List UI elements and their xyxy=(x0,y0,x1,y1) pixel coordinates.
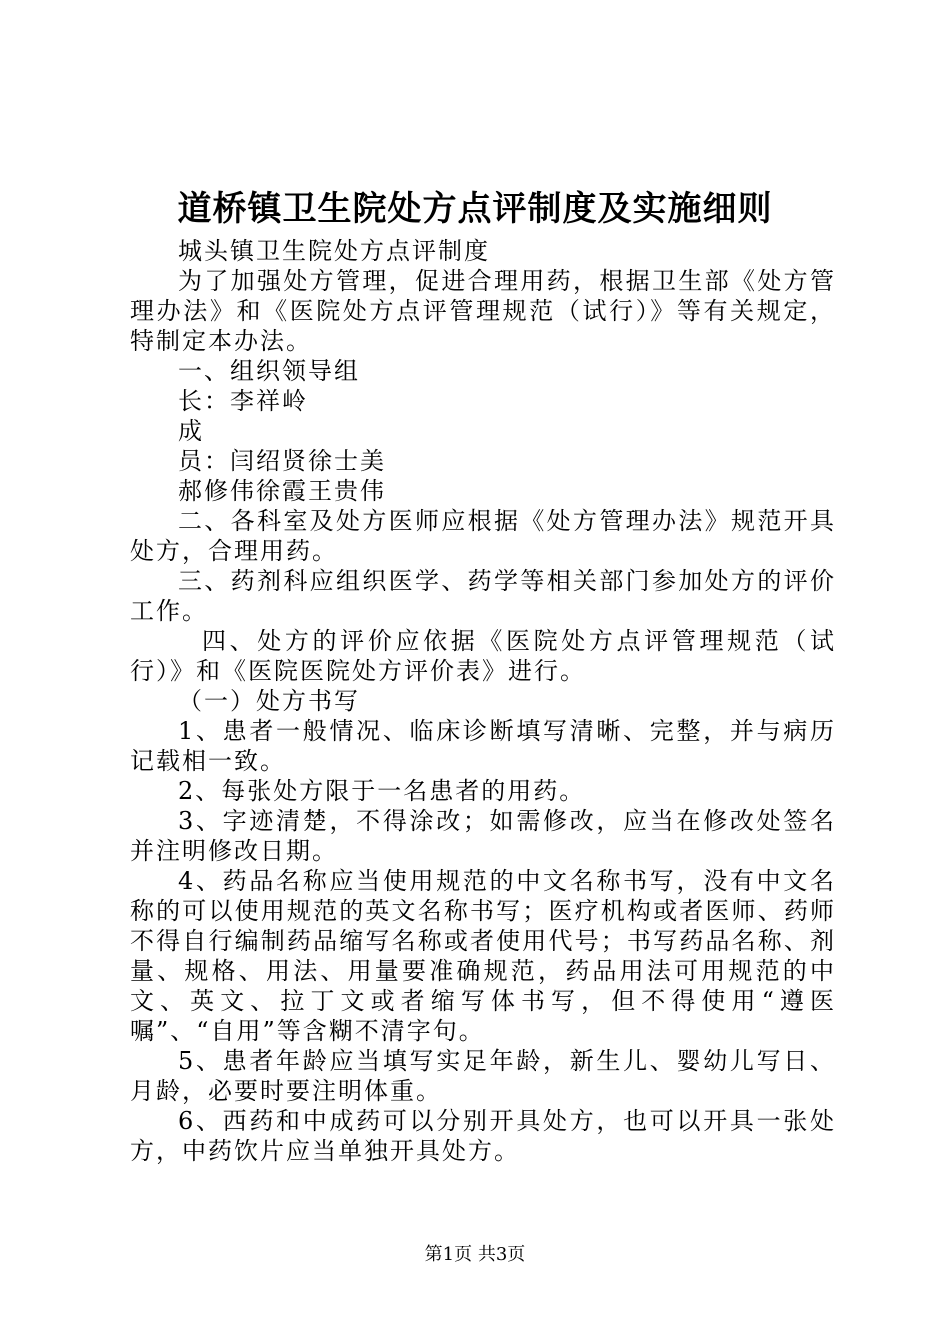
paragraph-item-6: 6、西药和中成药可以分别开具处方，也可以开具一张处方，中药饮片应当单独开具处方。 xyxy=(130,1107,836,1165)
paragraph-intro: 为了加强处方管理，促进合理用药，根据卫生部《处方管理办法》和《医院处方点评管理规范（试行）》等有关规定，特制定本办法。 xyxy=(130,267,836,355)
paragraph-member-label: 成 xyxy=(178,417,204,445)
page-footer: 第1页 共3页 xyxy=(424,1244,526,1265)
paragraph-item-4: 4、药品名称应当使用规范的中文名称书写，没有中文名称的可以使用规范的英文名称书写；医疗机构或者医师、药师不得自行编制药品缩写名称或者使用代号；书写药品名称、剂量、规格、用法、用量要准确规范，药品用法可用规范的中文、英文、拉丁文或者缩写体书写，但不得使用“遵医嘱”、“自用”等含糊不清字句。 xyxy=(130,867,836,1045)
paragraph-section-2: 二、各科室及处方医师应根据《处方管理办法》规范开具处方，合理用药。 xyxy=(130,507,836,565)
paragraph-item-2: 2、每张处方限于一名患者的用药。 xyxy=(178,777,586,805)
paragraph-members-1: 员：闫绍贤徐士美 xyxy=(178,447,386,475)
paragraph-item-3: 3、字迹清楚，不得涂改；如需修改，应当在修改处签名并注明修改日期。 xyxy=(130,807,836,865)
document-body xyxy=(130,236,836,1166)
paragraph-leader: 长：李祥岭 xyxy=(178,387,308,415)
paragraph-subtitle: 城头镇卫生院处方点评制度 xyxy=(178,237,490,265)
paragraph-section-3: 三、药剂科应组织医学、药学等相关部门参加处方的评价工作。 xyxy=(130,567,836,625)
paragraph-item-5: 5、患者年龄应当填写实足年龄，新生儿、婴幼儿写日、月龄，必要时要注明体重。 xyxy=(130,1047,836,1105)
paragraph-section-1: 一、组织领导组 xyxy=(178,357,360,385)
paragraph-members-2: 郝修伟徐霞王贵伟 xyxy=(178,477,386,505)
paragraph-subsection-1: （一）处方书写 xyxy=(178,687,360,715)
page-title: 道桥镇卫生院处方点评制度及实施细则 xyxy=(177,189,773,229)
paragraph-item-1: 1、患者一般情况、临床诊断填写清晰、完整，并与病历记载相一致。 xyxy=(130,717,836,775)
paragraph-section-4: 四、处方的评价应依据《医院处方点评管理规范（试行）》和《医院医院处方评价表》进行。 xyxy=(130,627,836,685)
